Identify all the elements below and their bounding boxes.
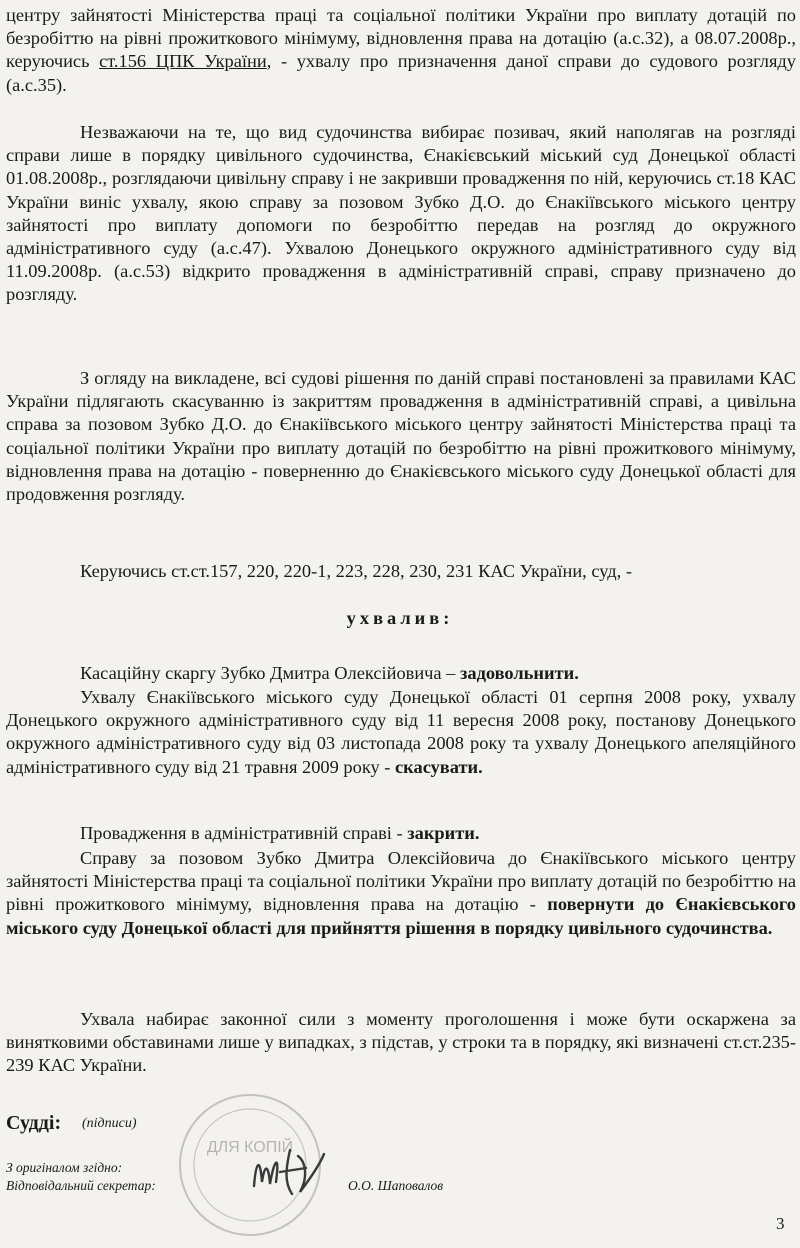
- resolution-item-3-decision: закрити.: [407, 823, 480, 843]
- resolution-item-1-text: Касаційну скаргу Зубко Дмитра Олексійовича –: [80, 663, 460, 683]
- resolution-item-5: Ухвала набирає законної сили з моменту проголошення і може бути оскаржена за винятковими обставинами лише у випадках, з підстав, у строки та в порядку, які визначені ст.ст.235-239 КАС України.: [6, 1009, 796, 1076]
- judges-label: Судді:: [6, 1112, 62, 1134]
- paragraph-2: Незважаючи на те, що вид судочинства вибирає позивач, який наполягав на розгляді справи лише в порядку цивільного судочинства, Єнакієвський міський суд Донецької області 01.08.2008р., розглядаючи цивільну справу і не закривши провадження по ній, керуючись ст.18 КАС України виніс ухвалу, якою справу за позовом Зубко Д.О. до Єнакіївського міського центру зайнятості про виплату допомоги по безробіттю передав на розгляд до окружного адміністративного суду (а.с.47). Ухвалою Донецького окружного адміністративного суду від 11.09.2008р. (а.с.53) відкрито провадження в адміністративній справі, справу призначено до розгляду.: [6, 122, 796, 305]
- resolution-item-3: [6, 822, 796, 845]
- judges-signatures-note: (підписи): [82, 1116, 137, 1131]
- resolution-item-1-decision: задовольнити.: [459, 663, 579, 683]
- resolution-item-2-text: Ухвалу Єнакіївського міського суду Донецької області 01 серпня 2008 року, ухвалу Донецького окружного адміністративного суду від 11 вересня 2008 року, постанову Донецького окружного адміністративного суду від 03 листопада 2008 року та ухвалу Донецького апеляційного адміністративного суду від 21 травня 2009 року -: [6, 687, 796, 777]
- paragraph-3: З огляду на викладене, всі судові рішення по даній справі постановлені за правилами КАС України підлягають скасуванню із закриттям провадження в адміністративній справі, а цивільна справа за позовом Зубко Д.О. до Єнакіївського міського центру зайнятості Міністерства праці та соціальної політики України про виплату дотацій по безробіттю на рівні прожиткового мінімуму, відновлення права на дотацію - поверненню до Єнакієвського міського суду Донецької області для продовження розгляду.: [6, 368, 796, 505]
- resolution-item-4-text: Справу за позовом Зубко Дмитра Олексійовича до Єнакіївського міського центру зайнятості Міністерства праці та соціальної політики України про виплату дотацій по безробіттю на рівні прожиткового мінімуму, відновлення права на дотацію -: [6, 848, 796, 915]
- resolution-item-4-decision: повернути до Єнакієвського міського суду Донецької області для прийняття рішення в порядку цивільного судочинства.: [6, 894, 796, 938]
- copy-certified-line: З оригіналом згідно:: [6, 1160, 123, 1175]
- paragraph-1-text-end: , - ухвалу про призначення даної справи до судового розгляду (а.с.35).: [6, 51, 796, 95]
- resolution-item-1: [6, 662, 796, 685]
- secretary-title: Відповідальний секретар:: [6, 1178, 156, 1193]
- signature-icon: [246, 1142, 332, 1207]
- resolution-item-2: [6, 686, 796, 779]
- secretary-name: О.О. Шаповалов: [348, 1178, 444, 1193]
- paragraph-1: [6, 4, 796, 97]
- stamp-text: ДЛЯ КОПІЙ: [206, 1139, 294, 1156]
- resolution-item-2-decision: скасувати.: [395, 756, 483, 777]
- resolution-heading: ухвалив:: [346, 608, 454, 628]
- resolution-item-3-text: Провадження в адміністративній справі -: [80, 823, 408, 843]
- paragraph-4: Керуючись ст.ст.157, 220, 220-1, 223, 228, 230, 231 КАС України, суд, -: [80, 561, 632, 581]
- resolution-item-4: [6, 847, 796, 940]
- law-reference-link[interactable]: ст.156 ЦПК України: [99, 51, 267, 72]
- page-number: 3: [776, 1214, 785, 1233]
- paragraph-1-text: центру зайнятості Міністерства праці та соціальної політики України про виплату дотацій по безробіттю на рівні прожиткового мінімуму, відновлення права на дотацію (а.с.32), а 08.07.2008р., керуючись: [6, 5, 796, 72]
